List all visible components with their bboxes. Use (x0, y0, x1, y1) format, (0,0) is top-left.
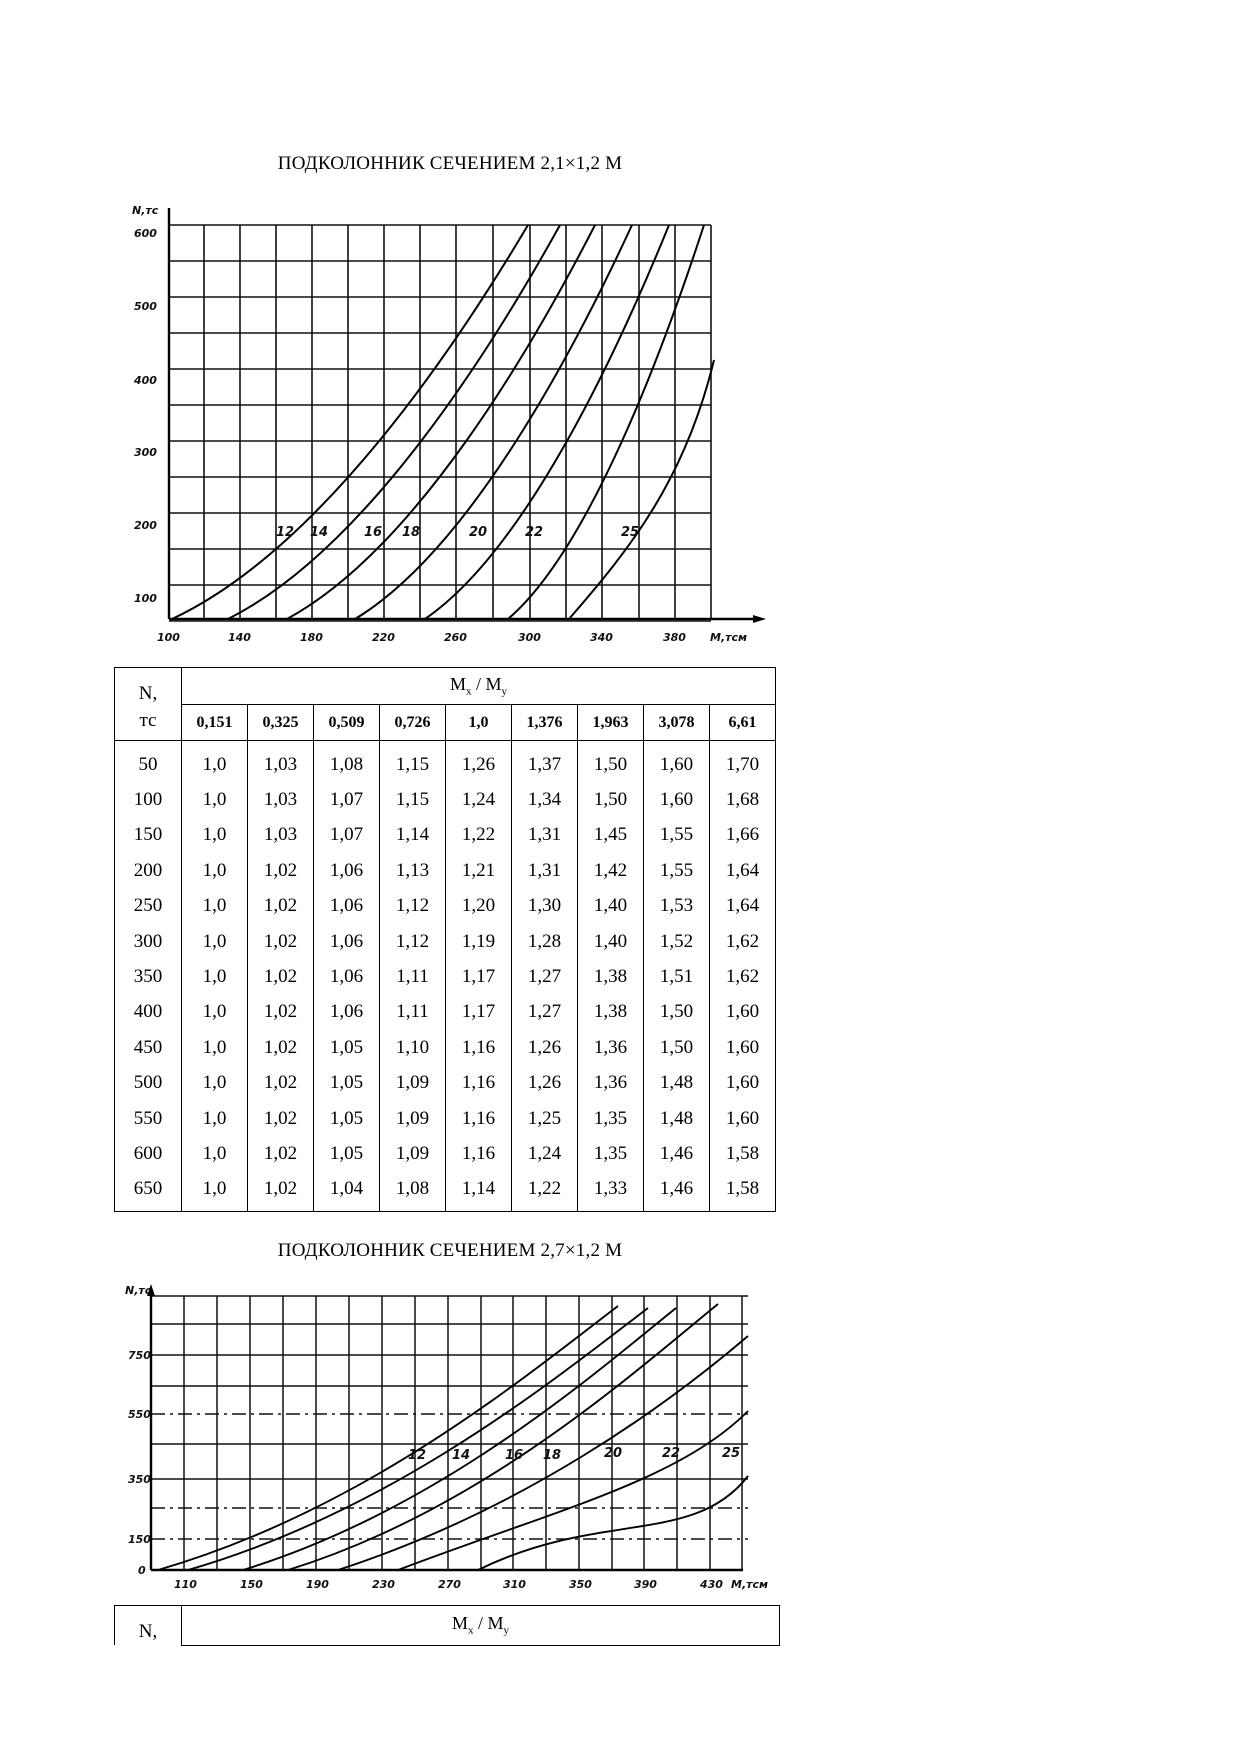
table-row (115, 959, 776, 994)
curve-label: 14 (452, 1448, 471, 1463)
y-tick-label: 550 (128, 1408, 151, 1421)
coefficient-cell: 1,0 (182, 1030, 248, 1065)
table-row (115, 1101, 776, 1136)
x-tick-label: 190 (306, 1578, 329, 1591)
section2-title: ПОДКОЛОННИК СЕЧЕНИЕМ 2,7×1,2 М (277, 1240, 623, 1261)
y-tick-label: 400 (134, 374, 157, 387)
coefficient-cell: 1,14 (446, 1172, 512, 1212)
x-tick-label: 220 (372, 631, 395, 644)
coefficient-cell: 1,22 (512, 1172, 578, 1212)
coefficient-cell: 1,05 (314, 1030, 380, 1065)
coefficient-cell: 1,21 (446, 853, 512, 888)
coefficient-cell: 1,55 (644, 818, 710, 853)
coefficient-cell: 1,06 (314, 959, 380, 994)
ratio-column-header: 0,509 (314, 705, 380, 741)
x-tick-label: 350 (569, 1578, 592, 1591)
coefficient-cell: 1,06 (314, 853, 380, 888)
curve-label: 16 (505, 1448, 524, 1463)
ratio-column-header: 3,078 (644, 705, 710, 741)
coefficient-cell: 1,25 (512, 1101, 578, 1136)
x-tick-label: 100 (157, 631, 180, 644)
y-tick-label: 750 (128, 1349, 151, 1362)
coefficient-cell: 1,48 (644, 1066, 710, 1101)
curve-label: 22 (662, 1446, 681, 1461)
coefficient-cell: 1,31 (512, 818, 578, 853)
row-n-value: 300 (115, 924, 182, 959)
x-tick-label: 150 (240, 1578, 263, 1591)
coefficient-cell: 1,60 (644, 782, 710, 817)
table-row (115, 1030, 776, 1065)
coefficient-cell: 1,64 (710, 889, 776, 924)
curve-line (287, 225, 595, 619)
chart-curves (172, 225, 714, 619)
coefficient-cell: 1,60 (710, 995, 776, 1030)
y-axis-label: N,тс (125, 1284, 152, 1297)
coefficient-cell: 1,58 (710, 1136, 776, 1171)
coefficient-cell: 1,08 (314, 741, 380, 783)
coefficient-cell: 1,03 (248, 818, 314, 853)
coefficient-cell: 1,64 (710, 853, 776, 888)
y-tick-label: 0 (138, 1564, 146, 1577)
ratio-header: $M_x / M_y$ (182, 668, 776, 705)
coefficient-cell: 1,02 (248, 1030, 314, 1065)
coefficient-cell: 1,11 (380, 995, 446, 1030)
coefficient-cell: 1,11 (380, 959, 446, 994)
row-n-value: 350 (115, 959, 182, 994)
coefficient-cell: 1,09 (380, 1136, 446, 1171)
row-n-value: 450 (115, 1030, 182, 1065)
x-tick-label: 380 (663, 631, 686, 644)
coefficient-cell: 1,50 (578, 741, 644, 783)
coefficient-cell: 1,12 (380, 889, 446, 924)
coefficient-cell: 1,06 (314, 924, 380, 959)
coefficient-cell: 1,08 (380, 1172, 446, 1212)
x-tick-label: 340 (590, 631, 613, 644)
coefficient-cell: 1,62 (710, 924, 776, 959)
coefficient-cell: 1,0 (182, 924, 248, 959)
coefficient-cell: 1,38 (578, 995, 644, 1030)
coefficient-cell: 1,02 (248, 959, 314, 994)
coefficient-cell: 1,05 (314, 1066, 380, 1101)
coefficient-cell: 1,35 (578, 1101, 644, 1136)
coefficient-cell: 1,30 (512, 889, 578, 924)
coefficient-cell: 1,05 (314, 1136, 380, 1171)
coefficient-cell: 1,0 (182, 995, 248, 1030)
section1-chart (128, 200, 768, 662)
coefficient-cell: 1,05 (314, 1101, 380, 1136)
coefficient-cell: 1,03 (248, 741, 314, 783)
coefficient-cell: 1,0 (182, 1101, 248, 1136)
curve-label: 25 (722, 1446, 741, 1461)
table-row (115, 818, 776, 853)
coefficient-cell: 1,06 (314, 995, 380, 1030)
table-row (115, 995, 776, 1030)
coefficient-cell: 1,45 (578, 818, 644, 853)
coefficient-cell: 1,62 (710, 959, 776, 994)
x-tick-label: 430 (700, 1578, 723, 1591)
curve-label: 22 (525, 525, 544, 540)
chart-labels (125, 1284, 768, 1591)
curve-label: 18 (402, 525, 421, 540)
coefficient-cell: 1,0 (182, 853, 248, 888)
coefficient-cell: 1,15 (380, 741, 446, 783)
curve-label: 12 (276, 525, 295, 540)
row-n-value: 250 (115, 889, 182, 924)
coefficient-cell: 1,34 (512, 782, 578, 817)
y-tick-label: 200 (134, 519, 157, 532)
coefficient-cell: 1,09 (380, 1101, 446, 1136)
chart-grid (169, 208, 766, 623)
section2-chart (125, 1284, 769, 1596)
table-row (115, 853, 776, 888)
coefficient-cell: 1,0 (182, 782, 248, 817)
coefficient-cell: 1,02 (248, 1066, 314, 1101)
coefficient-cell: 1,06 (314, 889, 380, 924)
curve-line (398, 1411, 748, 1570)
coefficient-cell: 1,07 (314, 818, 380, 853)
coefficient-cell: 1,40 (578, 889, 644, 924)
coefficient-cell: 1,50 (644, 995, 710, 1030)
coefficient-cell: 1,50 (644, 1030, 710, 1065)
row-n-value: 400 (115, 995, 182, 1030)
coefficient-cell: 1,26 (512, 1030, 578, 1065)
coefficient-cell: 1,02 (248, 1136, 314, 1171)
coefficient-cell: 1,02 (248, 924, 314, 959)
coefficient-cell: 1,27 (512, 959, 578, 994)
coefficient-cell: 1,38 (578, 959, 644, 994)
coefficient-cell: 1,16 (446, 1101, 512, 1136)
row-n-value: 600 (115, 1136, 182, 1171)
coefficient-cell: 1,60 (710, 1101, 776, 1136)
x-tick-label: 300 (518, 631, 541, 644)
curve-label: 12 (408, 1448, 427, 1463)
ratio-column-header: 1,963 (578, 705, 644, 741)
coefficient-cell: 1,0 (182, 1066, 248, 1101)
table-row (115, 924, 776, 959)
ratio-column-header: 6,61 (710, 705, 776, 741)
coefficient-cell: 1,52 (644, 924, 710, 959)
coefficient-cell: 1,16 (446, 1066, 512, 1101)
y-tick-label: 500 (134, 300, 157, 313)
coefficient-cell: 1,02 (248, 1101, 314, 1136)
coefficient-cell: 1,26 (446, 741, 512, 783)
coefficient-cell: 1,46 (644, 1172, 710, 1212)
ratio-column-header: 1,376 (512, 705, 578, 741)
coefficient-cell: 1,0 (182, 741, 248, 783)
coefficient-cell: 1,33 (578, 1172, 644, 1212)
curve-label: 25 (621, 525, 640, 540)
coefficient-cell: 1,28 (512, 924, 578, 959)
coefficient-cell: 1,12 (380, 924, 446, 959)
coefficient-cell: 1,35 (578, 1136, 644, 1171)
coefficient-cell: 1,10 (380, 1030, 446, 1065)
n-column-header: N, тс (115, 668, 182, 741)
coefficient-cell: 1,55 (644, 853, 710, 888)
coefficient-cell: 1,58 (710, 1172, 776, 1212)
y-tick-label: 100 (134, 592, 157, 605)
coefficient-cell: 1,15 (380, 782, 446, 817)
row-n-value: 100 (115, 782, 182, 817)
coefficient-cell: 1,40 (578, 924, 644, 959)
coefficient-cell: 1,36 (578, 1030, 644, 1065)
coefficient-cell: 1,60 (710, 1066, 776, 1101)
x-tick-label: 310 (503, 1578, 526, 1591)
coefficient-cell: 1,09 (380, 1066, 446, 1101)
coefficient-cell: 1,46 (644, 1136, 710, 1171)
coefficient-cell: 1,0 (182, 1136, 248, 1171)
coefficient-cell: 1,04 (314, 1172, 380, 1212)
coefficient-cell: 1,42 (578, 853, 644, 888)
section2-coefficient-table (114, 1605, 780, 1646)
curve-line (478, 1476, 748, 1570)
table-row (115, 1172, 776, 1212)
x-axis-arrow (753, 615, 766, 623)
n-column-header: N, (115, 1606, 182, 1646)
curve-label: 20 (469, 525, 488, 540)
table-row (115, 1066, 776, 1101)
coefficient-cell: 1,20 (446, 889, 512, 924)
coefficient-cell: 1,68 (710, 782, 776, 817)
coefficient-cell: 1,60 (644, 741, 710, 783)
coefficient-cell: 1,02 (248, 853, 314, 888)
ratio-column-header: 0,325 (248, 705, 314, 741)
curve-line (288, 1304, 718, 1570)
coefficient-cell: 1,07 (314, 782, 380, 817)
y-tick-label: 150 (128, 1533, 151, 1546)
x-tick-label: 270 (438, 1578, 461, 1591)
curve-label: 14 (310, 525, 329, 540)
coefficient-cell: 1,53 (644, 889, 710, 924)
ratio-columns-row (115, 705, 776, 741)
row-n-value: 50 (115, 741, 182, 783)
table-body (115, 741, 776, 1212)
coefficient-cell: 1,13 (380, 853, 446, 888)
table-row (115, 782, 776, 817)
coefficient-cell: 1,24 (446, 782, 512, 817)
curve-label: 16 (364, 525, 383, 540)
coefficient-cell: 1,03 (248, 782, 314, 817)
coefficient-cell: 1,02 (248, 1172, 314, 1212)
x-axis-label: M,тсм (710, 631, 748, 644)
coefficient-cell: 1,02 (248, 995, 314, 1030)
coefficient-cell: 1,26 (512, 1066, 578, 1101)
coefficient-cell: 1,17 (446, 995, 512, 1030)
x-tick-label: 140 (228, 631, 251, 644)
curve-line (172, 225, 528, 619)
coefficient-cell: 1,51 (644, 959, 710, 994)
coefficient-cell: 1,37 (512, 741, 578, 783)
table-row (115, 889, 776, 924)
chart-labels (132, 204, 747, 644)
coefficient-cell: 1,50 (578, 782, 644, 817)
section1-title: ПОДКОЛОННИК СЕЧЕНИЕМ 2,1×1,2 М (277, 153, 623, 174)
coefficient-cell: 1,48 (644, 1101, 710, 1136)
coefficient-cell: 1,27 (512, 995, 578, 1030)
coefficient-cell: 1,0 (182, 889, 248, 924)
coefficient-cell: 1,16 (446, 1030, 512, 1065)
row-n-value: 650 (115, 1172, 182, 1212)
coefficient-cell: 1,22 (446, 818, 512, 853)
curve-line (425, 225, 669, 619)
curve-label: 20 (604, 1446, 623, 1461)
coefficient-cell: 1,0 (182, 959, 248, 994)
x-tick-label: 260 (444, 631, 467, 644)
table-row (115, 741, 776, 783)
y-tick-label: 600 (134, 227, 157, 240)
coefficient-cell: 1,17 (446, 959, 512, 994)
row-n-value: 550 (115, 1101, 182, 1136)
table-row (115, 1136, 776, 1171)
row-n-value: 200 (115, 853, 182, 888)
y-tick-label: 350 (128, 1473, 151, 1486)
x-tick-label: 110 (174, 1578, 197, 1591)
coefficient-cell: 1,70 (710, 741, 776, 783)
section1-coefficient-table (114, 667, 776, 1212)
coefficient-cell: 1,19 (446, 924, 512, 959)
x-axis-label: M,тсм (731, 1578, 769, 1591)
coefficient-cell: 1,0 (182, 818, 248, 853)
coefficient-cell: 1,60 (710, 1030, 776, 1065)
coefficient-cell: 1,36 (578, 1066, 644, 1101)
ratio-header: $M_x / M_y$ (182, 1606, 780, 1646)
x-tick-label: 180 (300, 631, 323, 644)
x-tick-label: 390 (634, 1578, 657, 1591)
coefficient-cell: 1,0 (182, 1172, 248, 1212)
ratio-column-header: 0,726 (380, 705, 446, 741)
y-tick-label: 300 (134, 446, 157, 459)
row-n-value: 150 (115, 818, 182, 853)
coefficient-cell: 1,02 (248, 889, 314, 924)
coefficient-cell: 1,14 (380, 818, 446, 853)
x-tick-label: 230 (372, 1578, 395, 1591)
ratio-column-header: 0,151 (182, 705, 248, 741)
chart-curves (158, 1304, 748, 1570)
y-axis-label: N,тс (132, 204, 159, 217)
coefficient-cell: 1,16 (446, 1136, 512, 1171)
row-n-value: 500 (115, 1066, 182, 1101)
ratio-column-header: 1,0 (446, 705, 512, 741)
coefficient-cell: 1,66 (710, 818, 776, 853)
coefficient-cell: 1,24 (512, 1136, 578, 1171)
coefficient-cell: 1,31 (512, 853, 578, 888)
curve-label: 18 (543, 1448, 562, 1463)
